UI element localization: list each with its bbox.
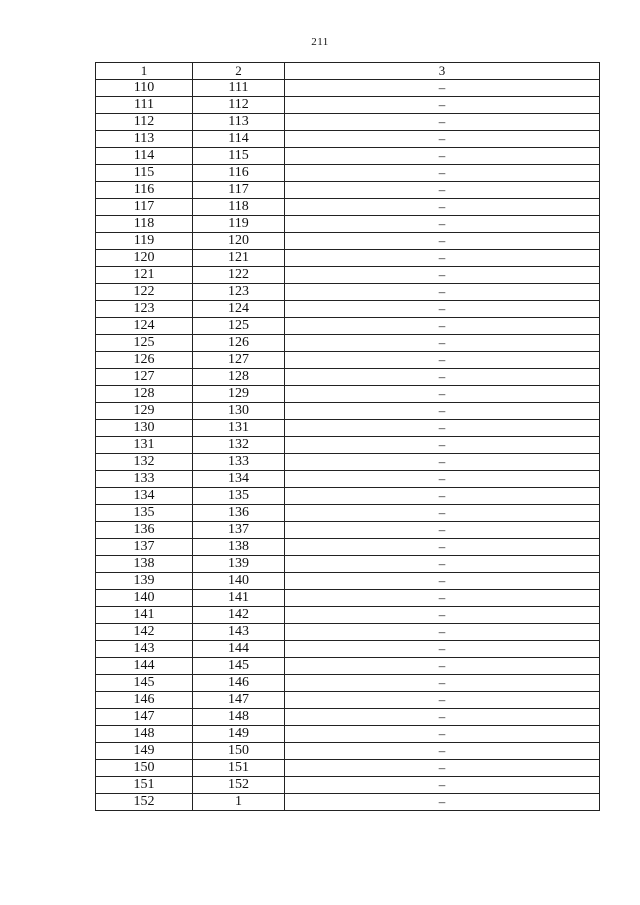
table-cell-col-3: – bbox=[285, 573, 600, 590]
table-cell-col-2: 151 bbox=[193, 760, 285, 777]
table-cell-col-2: 140 bbox=[193, 573, 285, 590]
table-row bbox=[96, 420, 600, 437]
table-cell-col-3: – bbox=[285, 250, 600, 267]
table-cell-col-2: 1 bbox=[193, 794, 285, 811]
table-cell-col-3: – bbox=[285, 709, 600, 726]
data-table-container bbox=[95, 62, 599, 811]
table-cell-col-3: – bbox=[285, 743, 600, 760]
table-cell-col-2: 118 bbox=[193, 199, 285, 216]
table-row bbox=[96, 488, 600, 505]
table-cell-col-3: – bbox=[285, 335, 600, 352]
table-cell-col-1: 123 bbox=[96, 301, 193, 318]
table-cell-col-3: – bbox=[285, 131, 600, 148]
table-cell-col-3: – bbox=[285, 420, 600, 437]
table-cell-col-3: – bbox=[285, 80, 600, 97]
table-cell-col-2: 144 bbox=[193, 641, 285, 658]
column-header-2: 2 bbox=[193, 63, 285, 80]
table-cell-col-1: 111 bbox=[96, 97, 193, 114]
table-cell-col-1: 128 bbox=[96, 386, 193, 403]
table-cell-col-1: 132 bbox=[96, 454, 193, 471]
table-cell-col-2: 111 bbox=[193, 80, 285, 97]
table-row bbox=[96, 216, 600, 233]
table-cell-col-2: 145 bbox=[193, 658, 285, 675]
table-cell-col-3: – bbox=[285, 675, 600, 692]
table-cell-col-1: 134 bbox=[96, 488, 193, 505]
table-row bbox=[96, 369, 600, 386]
table-cell-col-1: 151 bbox=[96, 777, 193, 794]
table-row bbox=[96, 250, 600, 267]
table-row bbox=[96, 624, 600, 641]
table-cell-col-1: 125 bbox=[96, 335, 193, 352]
table-cell-col-3: – bbox=[285, 760, 600, 777]
table-cell-col-2: 147 bbox=[193, 692, 285, 709]
table-cell-col-2: 117 bbox=[193, 182, 285, 199]
table-cell-col-3: – bbox=[285, 301, 600, 318]
table-cell-col-2: 136 bbox=[193, 505, 285, 522]
table-row bbox=[96, 709, 600, 726]
table-cell-col-3: – bbox=[285, 199, 600, 216]
table-cell-col-2: 135 bbox=[193, 488, 285, 505]
table-row bbox=[96, 199, 600, 216]
table-row bbox=[96, 335, 600, 352]
table-row bbox=[96, 522, 600, 539]
table-cell-col-1: 137 bbox=[96, 539, 193, 556]
table-row bbox=[96, 726, 600, 743]
table-cell-col-3: – bbox=[285, 505, 600, 522]
table-cell-col-3: – bbox=[285, 148, 600, 165]
table-cell-col-1: 135 bbox=[96, 505, 193, 522]
table-cell-col-1: 110 bbox=[96, 80, 193, 97]
table-cell-col-1: 147 bbox=[96, 709, 193, 726]
table-cell-col-1: 146 bbox=[96, 692, 193, 709]
table-cell-col-2: 125 bbox=[193, 318, 285, 335]
table-cell-col-2: 121 bbox=[193, 250, 285, 267]
table-row bbox=[96, 556, 600, 573]
table-cell-col-3: – bbox=[285, 437, 600, 454]
table-cell-col-2: 126 bbox=[193, 335, 285, 352]
table-row bbox=[96, 165, 600, 182]
table-cell-col-2: 122 bbox=[193, 267, 285, 284]
table-cell-col-3: – bbox=[285, 624, 600, 641]
table-cell-col-1: 141 bbox=[96, 607, 193, 624]
table-cell-col-1: 145 bbox=[96, 675, 193, 692]
table-cell-col-3: – bbox=[285, 607, 600, 624]
table-cell-col-1: 152 bbox=[96, 794, 193, 811]
table-cell-col-3: – bbox=[285, 97, 600, 114]
table-cell-col-1: 113 bbox=[96, 131, 193, 148]
table-cell-col-3: – bbox=[285, 522, 600, 539]
table-row bbox=[96, 148, 600, 165]
table-cell-col-1: 150 bbox=[96, 760, 193, 777]
table-cell-col-2: 152 bbox=[193, 777, 285, 794]
table-row bbox=[96, 267, 600, 284]
table-cell-col-3: – bbox=[285, 233, 600, 250]
table-cell-col-1: 140 bbox=[96, 590, 193, 607]
table-row bbox=[96, 352, 600, 369]
table-cell-col-1: 143 bbox=[96, 641, 193, 658]
table-cell-col-2: 130 bbox=[193, 403, 285, 420]
column-header-3: 3 bbox=[285, 63, 600, 80]
table-cell-col-3: – bbox=[285, 556, 600, 573]
table-row bbox=[96, 437, 600, 454]
table-row bbox=[96, 607, 600, 624]
table-cell-col-1: 114 bbox=[96, 148, 193, 165]
table-cell-col-2: 112 bbox=[193, 97, 285, 114]
table-cell-col-1: 118 bbox=[96, 216, 193, 233]
table-row bbox=[96, 182, 600, 199]
table-cell-col-1: 115 bbox=[96, 165, 193, 182]
table-row bbox=[96, 403, 600, 420]
table-cell-col-2: 119 bbox=[193, 216, 285, 233]
table-cell-col-3: – bbox=[285, 488, 600, 505]
table-cell-col-2: 139 bbox=[193, 556, 285, 573]
table-cell-col-3: – bbox=[285, 692, 600, 709]
table-cell-col-2: 124 bbox=[193, 301, 285, 318]
table-row bbox=[96, 114, 600, 131]
table-cell-col-1: 119 bbox=[96, 233, 193, 250]
table-row bbox=[96, 284, 600, 301]
table-cell-col-1: 138 bbox=[96, 556, 193, 573]
table-cell-col-2: 143 bbox=[193, 624, 285, 641]
table-cell-col-1: 117 bbox=[96, 199, 193, 216]
table-row bbox=[96, 454, 600, 471]
table-cell-col-2: 146 bbox=[193, 675, 285, 692]
table-cell-col-3: – bbox=[285, 794, 600, 811]
table-cell-col-1: 139 bbox=[96, 573, 193, 590]
table-cell-col-3: – bbox=[285, 726, 600, 743]
table-cell-col-3: – bbox=[285, 386, 600, 403]
table-cell-col-1: 120 bbox=[96, 250, 193, 267]
table-cell-col-3: – bbox=[285, 471, 600, 488]
table-cell-col-2: 149 bbox=[193, 726, 285, 743]
table-cell-col-2: 133 bbox=[193, 454, 285, 471]
table-row bbox=[96, 233, 600, 250]
table-cell-col-3: – bbox=[285, 267, 600, 284]
table-row bbox=[96, 641, 600, 658]
table-row bbox=[96, 386, 600, 403]
table-cell-col-2: 134 bbox=[193, 471, 285, 488]
table-row bbox=[96, 80, 600, 97]
table-cell-col-1: 148 bbox=[96, 726, 193, 743]
header-row bbox=[96, 63, 600, 80]
table-cell-col-1: 136 bbox=[96, 522, 193, 539]
table-cell-col-1: 149 bbox=[96, 743, 193, 760]
table-cell-col-2: 127 bbox=[193, 352, 285, 369]
table-row bbox=[96, 301, 600, 318]
table-cell-col-1: 133 bbox=[96, 471, 193, 488]
table-cell-col-1: 112 bbox=[96, 114, 193, 131]
table-row bbox=[96, 760, 600, 777]
table-row bbox=[96, 539, 600, 556]
table-cell-col-2: 114 bbox=[193, 131, 285, 148]
table-row bbox=[96, 658, 600, 675]
table-cell-col-3: – bbox=[285, 114, 600, 131]
table-cell-col-3: – bbox=[285, 352, 600, 369]
table-cell-col-3: – bbox=[285, 403, 600, 420]
table-cell-col-3: – bbox=[285, 641, 600, 658]
table-row bbox=[96, 131, 600, 148]
table-cell-col-2: 131 bbox=[193, 420, 285, 437]
table-cell-col-2: 120 bbox=[193, 233, 285, 250]
table-cell-col-3: – bbox=[285, 539, 600, 556]
table-cell-col-3: – bbox=[285, 318, 600, 335]
table-cell-col-3: – bbox=[285, 658, 600, 675]
table-cell-col-3: – bbox=[285, 182, 600, 199]
table-cell-col-2: 129 bbox=[193, 386, 285, 403]
table-cell-col-2: 113 bbox=[193, 114, 285, 131]
table-cell-col-2: 123 bbox=[193, 284, 285, 301]
table-cell-col-2: 132 bbox=[193, 437, 285, 454]
table-cell-col-2: 115 bbox=[193, 148, 285, 165]
table-cell-col-1: 131 bbox=[96, 437, 193, 454]
table-row bbox=[96, 505, 600, 522]
table-cell-col-2: 137 bbox=[193, 522, 285, 539]
table-cell-col-1: 122 bbox=[96, 284, 193, 301]
table-row bbox=[96, 675, 600, 692]
table-body bbox=[96, 80, 600, 811]
table-cell-col-2: 142 bbox=[193, 607, 285, 624]
table-cell-col-3: – bbox=[285, 369, 600, 386]
table-header bbox=[96, 63, 600, 80]
table-row bbox=[96, 692, 600, 709]
table-cell-col-2: 116 bbox=[193, 165, 285, 182]
table-cell-col-3: – bbox=[285, 165, 600, 182]
table-cell-col-2: 138 bbox=[193, 539, 285, 556]
table-cell-col-3: – bbox=[285, 590, 600, 607]
table-cell-col-2: 128 bbox=[193, 369, 285, 386]
table-cell-col-2: 148 bbox=[193, 709, 285, 726]
table-row bbox=[96, 471, 600, 488]
table-cell-col-3: – bbox=[285, 454, 600, 471]
table-cell-col-1: 116 bbox=[96, 182, 193, 199]
table-cell-col-1: 144 bbox=[96, 658, 193, 675]
table-cell-col-1: 142 bbox=[96, 624, 193, 641]
table-cell-col-1: 130 bbox=[96, 420, 193, 437]
table-row bbox=[96, 590, 600, 607]
table-cell-col-1: 129 bbox=[96, 403, 193, 420]
table-cell-col-1: 126 bbox=[96, 352, 193, 369]
table-cell-col-2: 141 bbox=[193, 590, 285, 607]
page-number: 211 bbox=[311, 36, 329, 48]
column-header-1: 1 bbox=[96, 63, 193, 80]
table-row bbox=[96, 743, 600, 760]
table-row bbox=[96, 573, 600, 590]
data-table bbox=[95, 62, 600, 811]
table-cell-col-1: 124 bbox=[96, 318, 193, 335]
table-cell-col-1: 127 bbox=[96, 369, 193, 386]
table-row bbox=[96, 318, 600, 335]
table-cell-col-3: – bbox=[285, 777, 600, 794]
table-cell-col-2: 150 bbox=[193, 743, 285, 760]
table-cell-col-3: – bbox=[285, 216, 600, 233]
table-cell-col-3: – bbox=[285, 284, 600, 301]
table-row bbox=[96, 794, 600, 811]
table-row bbox=[96, 97, 600, 114]
table-cell-col-1: 121 bbox=[96, 267, 193, 284]
table-row bbox=[96, 777, 600, 794]
